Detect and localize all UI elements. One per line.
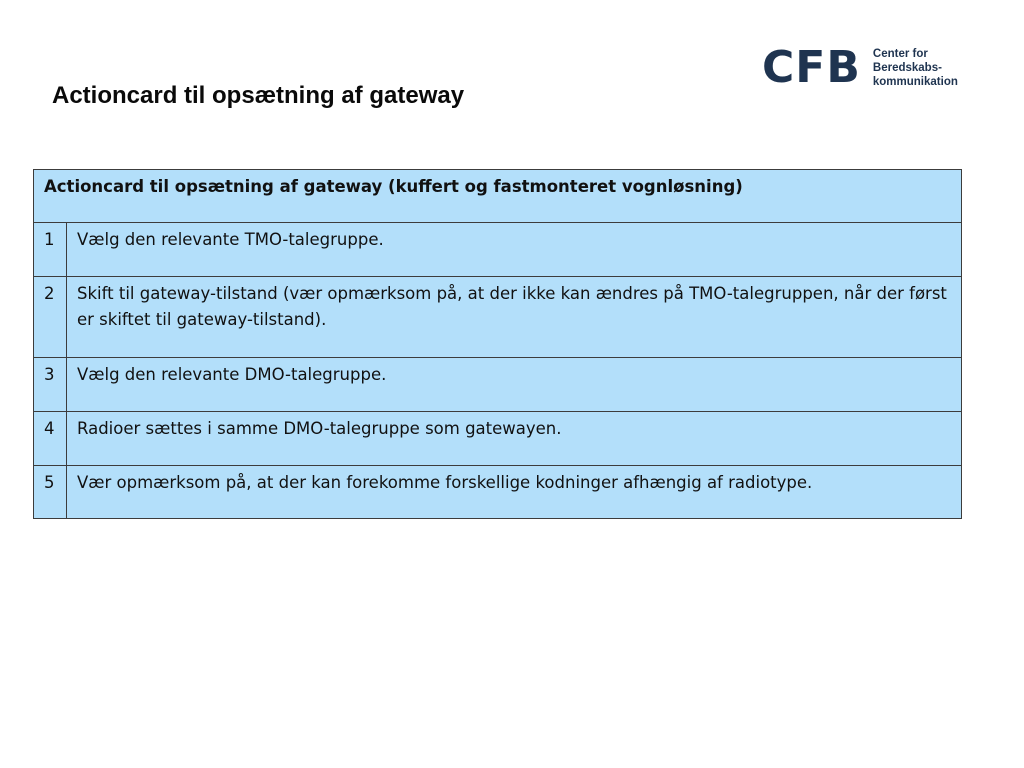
logo-text-line-3: kommunikation bbox=[872, 76, 958, 88]
logo-text-line-1: Center for bbox=[872, 48, 928, 60]
table-row bbox=[34, 358, 962, 412]
step-text: Vær opmærksom på, at der kan forekomme forskellige kodninger afhængig af radiotype. bbox=[67, 466, 962, 519]
step-text: Vælg den relevante TMO-talegruppe. bbox=[67, 223, 962, 277]
logo-text-line-2: Beredskabs- bbox=[872, 62, 942, 74]
step-number: 5 bbox=[34, 466, 67, 519]
step-text: Skift til gateway-tilstand (vær opmærksom på, at der ikke kan ændres på TMO-talegruppen, når der først er skiftet til gateway-tilstand). bbox=[67, 277, 962, 358]
table-header-row bbox=[34, 170, 962, 223]
step-text: Radioer sættes i samme DMO-talegruppe som gatewayen. bbox=[67, 412, 962, 466]
table-header: Actioncard til opsætning af gateway (kuffert og fastmonteret vognløsning) bbox=[34, 170, 962, 223]
step-number: 2 bbox=[34, 277, 67, 358]
page-title: Actioncard til opsætning af gateway bbox=[52, 82, 465, 110]
table-row bbox=[34, 466, 962, 519]
table-row bbox=[34, 277, 962, 358]
cfb-logo bbox=[762, 44, 958, 92]
table-row bbox=[34, 412, 962, 466]
step-number: 4 bbox=[34, 412, 67, 466]
logo-text bbox=[873, 47, 958, 89]
actioncard-table bbox=[33, 169, 962, 519]
table-row bbox=[34, 223, 962, 277]
step-text: Vælg den relevante DMO-talegruppe. bbox=[67, 358, 962, 412]
step-number: 1 bbox=[34, 223, 67, 277]
logo-mark: CFB bbox=[762, 42, 861, 93]
step-number: 3 bbox=[34, 358, 67, 412]
